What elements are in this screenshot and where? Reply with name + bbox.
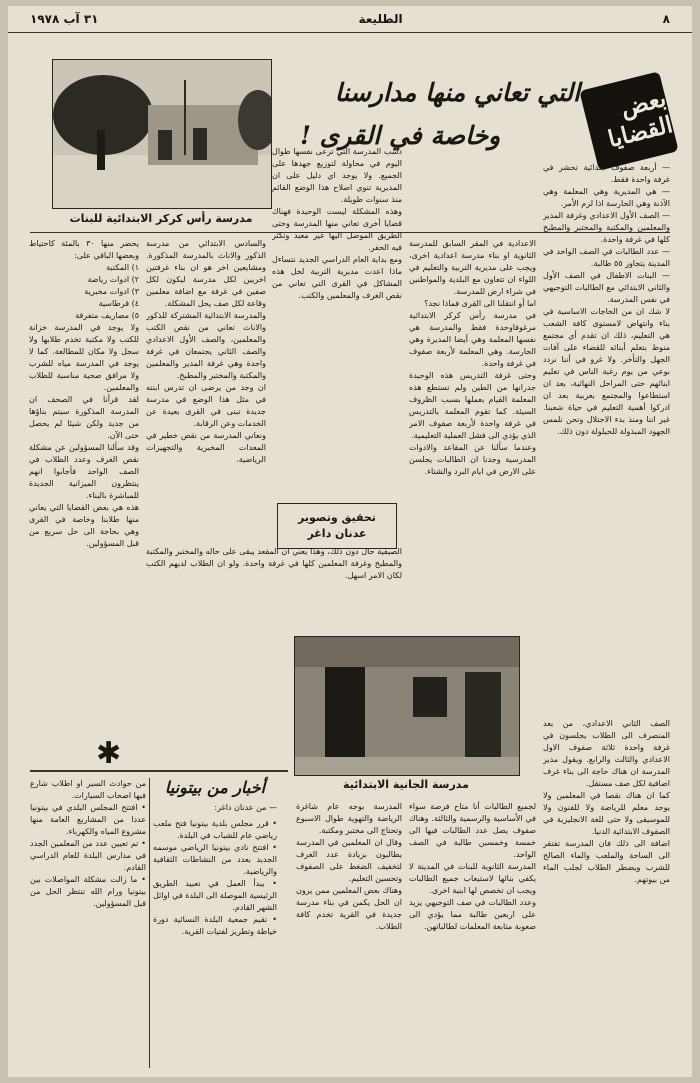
headline-line-2: وخاصة في القرى ! (300, 121, 501, 150)
article-column-1: — أربعة صفوف ابتدائية تحشر في غرفة واحدة فقط. — هي المديرية وهي المعلمة وهي الآذنة وهي الحارسة اذا لزم الأمر. — الصف الأول الاعدادي وغرفة المدير والمعلمين والمكتبة والمختبر والمطبخ كلها في غرفة واحدة. — عدد الطالبات في الصف الواحد في المدينة يتجاوز ٥٥ طالبة. — البنات الاطفال في الصف الأول والثاني الابتدائي مع الطالبات التوجيهي في نفس المدرسة. لا شك ان من الحاجات الاساسية في بناء وانتهاض لامستوى كافة الشعب هي التعليم، ذلك ان تقدم أي مجتمع منوط بتعلم أبنائه للقضاء على آفات الجهل والتأخر. ولا غرو في أننا نردد بوعي من يوم رغبة الناس في تعليم ابنائهم حتى المراحل النهائية، بعد ان استطاعوا والمجتمع بعربية بعد ان ادركوا أهمية التعليم في حياة شعبنا. غير اننا ومنذ بدء الاحتلال ونحن نلمس الجهود المبذولة للحيلولة دون ذلك. (543, 163, 670, 436)
newspaper-page (8, 6, 692, 1077)
article-column-3-continued: الصيفية حال دون ذلك، وهذا يعني ان المقعد يبقى على حاله والمختبر والمكتبة والمطبخ وغرفة المعلمين كلها في غرفة واحدة. ولو ان الطلاب لديهم الكتب لكان الامر اسهل. (146, 547, 402, 580)
photo1-caption: مدرسة رأس كركر الابتدائية للبنات (69, 212, 253, 225)
section-tag: بعض القضايا (579, 71, 678, 170)
news-column-left: من حوادث السير او اطلاب شارع فيها اصحاب السيارات. • افتتح المجلس البلدي في بيتونيا عددا من المشاريع العامة منها مشروع المياه والكهرباء. • تم تعيين عدد من المعلمين الجدد في مدارس البلدة للعام الدراسي القادم. • ما زالت مشكلة المواصلات بين بيتونيا ورام الله تنتظر الحل من قبل المسؤولين. (30, 779, 146, 908)
news-column-right: • قرر مجلس بلدية بيتونيا فتح ملعب رياضي عام للشباب في البلدة. • افتتح نادي بيتونيا الرياضي موسمه الجديد بعدد من النشاطات الثقافية والرياضية. • يبدأ العمل في تعبيد الطريق الرئيسية الموصلة الى البلدة في اوائل الشهر القادم. • تقيم جمعية البلدة النسائية دورة خياطة وتطريز لفتيات القرية. (153, 819, 277, 936)
byline-author: عدنان داغر (307, 527, 367, 540)
news-subtitle: — من عدنان داغر: (214, 803, 277, 812)
article-column-3-bottom: المدرسة بوجه عام شاغرة الرياضة والتهوية طوال الاسبوع وتحتاج الى مختبر ومكتبة. وقال ان المعلمين في المدرسة يطالبون بزيادة عدد الغرف لتخفيف الضغط على الصفوف وتحسين التعليم. وهناك بعض المعلمين ممن يرون ان الحل يكمن في بناء مدرسة جديدة في القرية تخدم كافة الطلاب. (296, 802, 402, 931)
news-section-title: أخبار من بيتونيا (164, 778, 266, 797)
publication-name: الطليعة (358, 12, 403, 26)
page-header (8, 6, 692, 33)
school-photo-janiya (294, 636, 520, 776)
asterisk-ornament: ✱ (96, 736, 122, 771)
school-photo-ras-karkar-image (53, 60, 271, 208)
article-column-5: يحضر منها ٣٠ بالمئة كاحتياط وبعضها الباقي على: ١) المكتبة ٢) ادوات رياضة ٣) ادوات مخبرية ٤) قرطاسية ٥) مصاريف متفرقة ولا يوجد في المدرسة خزانة للكتب ولا مكتبة تخدم طلابها ولا سجل ولا مكان للمطالعة. كما لا يوجد في المدرسة مياه للشرب ولا مرافق صحية مناسبة للطلاب والمعلمين. لقد قرأنا في الصحف ان المدرسة المذكورة سيتم بناؤها من جديد ولكن شيئا لم يحصل حتى الآن. وقد سألنا المسؤولين عن مشكلة نقص الغرف وعدد الطلاب في الصف الواحد فأجابوا انهم ينتظرون الميزانية الجديدة للمباشرة بالبناء. هذه هي بعض القضايا التي يعاني منها طلابنا وخاصة في القرى وهي بحاجة الى حل سريع من قبل المسؤولين. (29, 239, 139, 548)
divider-news-columns (149, 778, 150, 1068)
school-photo-janiya-image (295, 637, 519, 775)
photo2-caption: مدرسة الجانية الابتدائية (343, 778, 469, 791)
byline-box (277, 503, 397, 549)
article-headline (300, 78, 580, 150)
article-column-1-bottom: الصف الثاني الاعدادي، من بعد المنصرف الى الطلاب يجلسون في غرفة واحدة ثلاثة صفوف الاول الاعدادي والثالث والرابع. ويقول مدير المدرسة ان هناك حاجة الى بناء غرف اضافية لكل صف مستقل. كما ان هناك نقصا في المعلمين ولا يوجد معلم للرياضة ولا للفنون ولا للموسيقى ولا حتى للغة الانجليزية في الصفوف الابتدائية الدنيا. اضافة الى ذلك فان المدرسة تفتقر الى الساحة والملعب والماء الصالح للشرب ويضطر الطلاب لجلب الماء من بيوتهم. (543, 719, 670, 884)
school-photo-ras-karkar (52, 59, 272, 209)
headline-line-1: التي تعاني منها مدارسنا (334, 78, 580, 107)
divider-news (30, 770, 288, 772)
article-column-4: والسادس الابتدائي من مدرسة الذكور والاناث بالمدرسة المذكورة. ومشايعين اخر هو ان بناء غرفتين اخريين لكل مدرسة ليكون لكل صفين في غرفة مع اضافة معلمين وقاعة لكل صف يحل المشكلة. والمدرسة الابتدائية المشتركة للذكور والاناث تعاني من نقص الكتب والمعلمين، والصف الأول الاعدادي والصف الثاني يجتمعان في غرفة واحدة وهي غرفة المدير والمعلمين والمكتبة والمختبر والمطبخ. ان وجد من يرضى ان تدرس ابنته في مثل هذا الوضع في مدرسة جديدة تبنى في القرى بعيدة عن الخدمات وعن الرقابة. ونعاني المدرسة من نقص خطير في المعدات المخبرية والتجهيزات الرياضية. (146, 239, 266, 464)
article-column-2: الاعدادية في المقر السابق للمدرسة الثانوية او بناء مدرسة اعدادية اخرى، ويجب على مديرية التربية والتعليم في اللواء ان تتعاون مع البلدية والمواطنين في شراء ارض للمدرسة. اما أو انتقلنا الى القرى فماذا نجد؟ في مدرسة رأس كركر الابتدائية مرغوفاوحدة فقط والمدرسة هي نفسها المعلمة وهي أيضا المديرة وهي الحارسة. وهي المعلمة لأربعة صفوف في غرفة واحدة. وحتى غرفة التدريس هذه الوحيدة جدرانها من الطين ولم تستطع هذه المعلمة القيام بعملها بسبب الظروف السيئة. كما تقوم المعلمة بالتدريس في غرفة واحدة لأربعة صفوف الامر الذي يؤدي الى فشل العملية التعليمية. وعندما سألنا عن المقاعد والادوات المدرسية وجدنا ان الطالبات يجلسن على الارض في ايام البرد والشتاء. (409, 239, 536, 476)
issue-date: ٣١ آب ١٩٧٨ (30, 12, 99, 26)
article-column-3: دسب المدرسة التي ترعى نفسها طوال اليوم في محاولة لتوزيع جهدها على الجميع. ولا يوجد اي دليل على ان المديرية تنوي اصلاح هذا الوضع القائم منذ سنوات طويلة. وهذه المشكلة ليست الوحيدة فهناك قضايا أخرى تعاني منها المدرسة وحتى الطريق الموصل اليها غير معبد وتكثر فيه الحفر. ومع بداية العام الدراسي الجديد نتساءل ماذا اعدت مديرية التربية لحل هذه المشاكل في القرى التي تعاني من نقص الغرف والمعلمين والكتب. (272, 147, 402, 300)
article-column-2-bottom: لجميع الطالبات أنا متاح فرصة سواء في الأساسية والرسمية والثالثة. وهناك صفوف يصل عدد الطالبات فيها الى خمسة وخمسين طالبة في الصف الواحد. المدرسة الثانوية للبنات في المدينة لا يكفي بنائها لاستيعاب جميع الطالبات ويجب ان تخصص لها ابنية اخرى. وعدد الطالبات في صف التوجيهي يزيد على اربعين طالبة مما يؤدي الى صعوبة متابعة المعلمات لطالباتهن. (409, 802, 536, 931)
page-number: ٨ (662, 12, 670, 26)
byline-line-1: تحقيق وتصوير (298, 511, 376, 524)
